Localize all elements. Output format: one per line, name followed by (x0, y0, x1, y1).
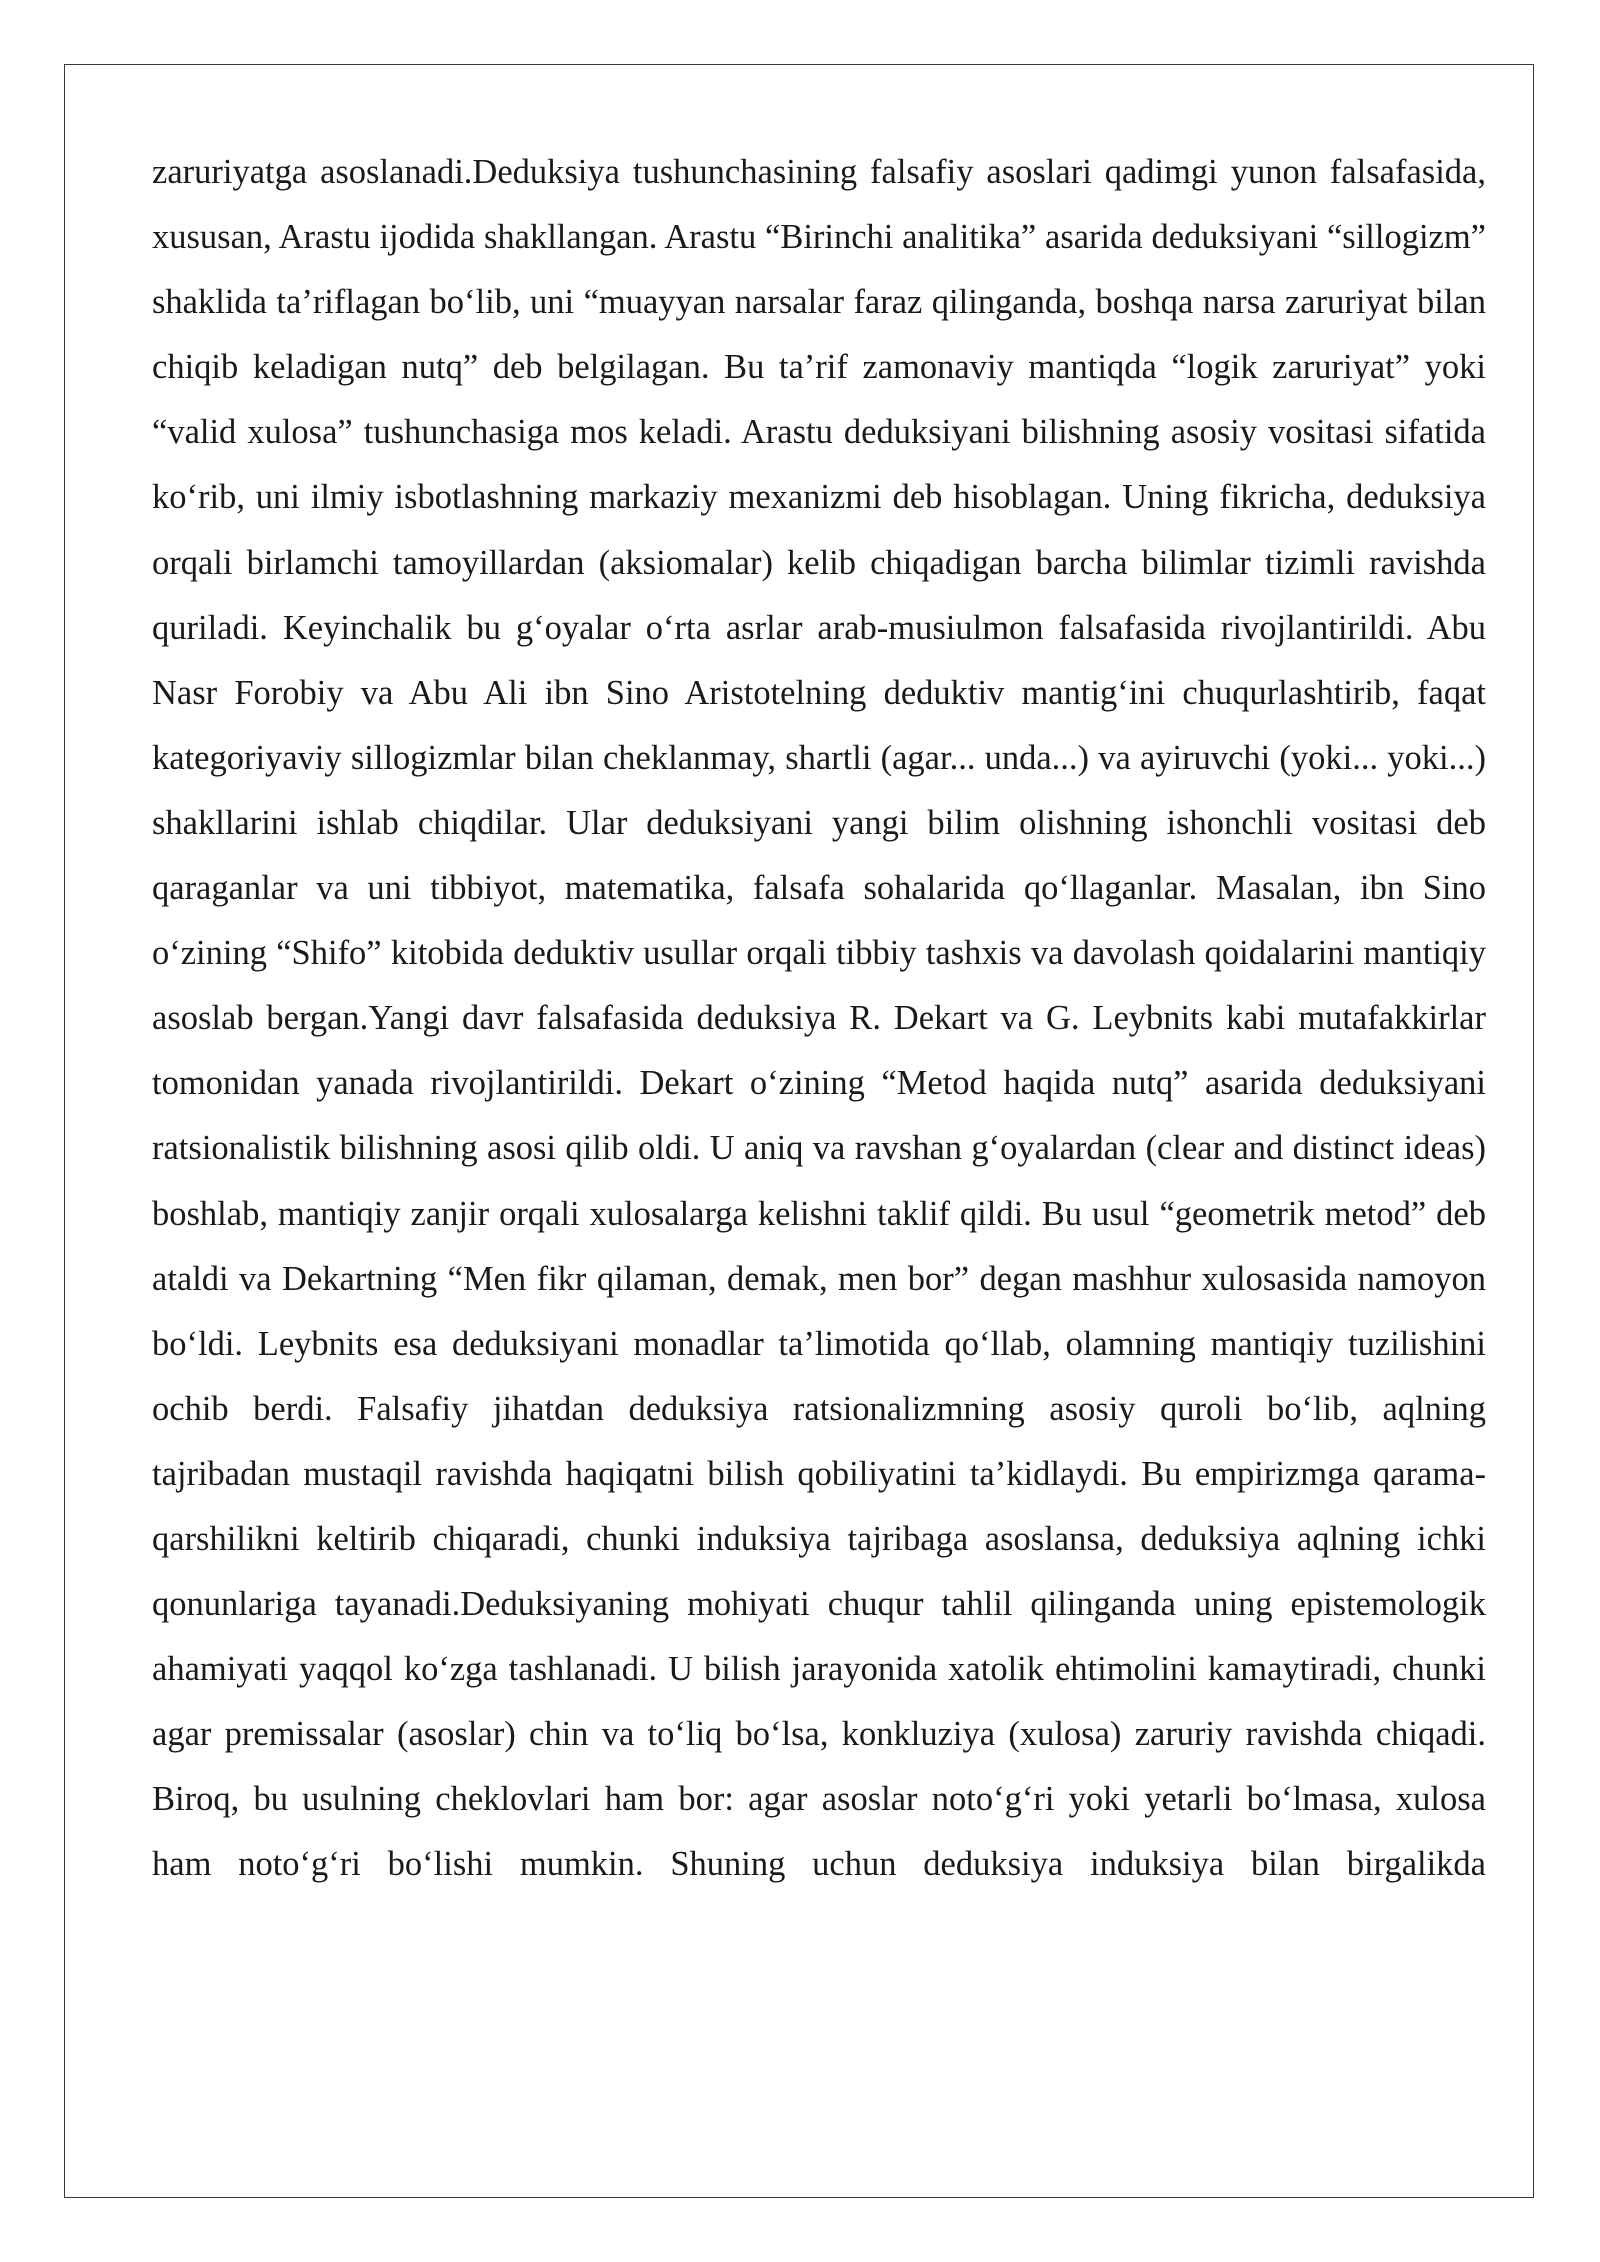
body-paragraph: zaruriyatga asoslanadi.Deduksiya tushunchasining falsafiy asoslari qadimgi yunon falsafasida, xususan, Arastu ijodida shakllangan. Arastu “Birinchi analitika” asarida deduksiyani “sillogizm” shaklida ta’riflagan bo‘lib, uni “muayyan narsalar faraz qilinganda, boshqa narsa zaruriyat bilan chiqib keladigan nutq” deb belgilagan. Bu ta’rif zamonaviy mantiqda “logik zaruriyat” yoki “valid xulosa” tushunchasiga mos keladi. Arastu deduksiyani bilishning asosiy vositasi sifatida ko‘rib, uni ilmiy isbotlashning markaziy mexanizmi deb hisoblagan. Uning fikricha, deduksiya orqali birlamchi tamoyillardan (aksiomalar) kelib chiqadigan barcha bilimlar tizimli ravishda quriladi. Keyinchalik bu g‘oyalar o‘rta asrlar arab-musiulmon falsafasida rivojlantirildi. Abu Nasr Forobiy va Abu Ali ibn Sino Aristotelning deduktiv mantig‘ini chuqurlashtirib, faqat kategoriyaviy sillogizmlar bilan cheklanmay, shartli (agar... unda...) va ayiruvchi (yoki... yoki...) shakllarini ishlab chiqdilar. Ular deduksiyani yangi bilim olishning ishonchli vositasi deb qaraganlar va uni tibbiyot, matematika, falsafa sohalarida qo‘llaganlar. Masalan, ibn Sino o‘zining “Shifo” kitobida deduktiv usullar orqali tibbiy tashxis va davolash qoidalarini mantiqiy asoslab bergan.Yangi davr falsafasida deduksiya R. Dekart va G. Leybnits kabi mutafakkirlar tomonidan yanada rivojlantirildi. Dekart o‘zining “Metod haqida nutq” asarida deduksiyani ratsionalistik bilishning asosi qilib oldi. U aniq va ravshan g‘oyalardan (clear and distinct ideas) boshlab, mantiqiy zanjir orqali xulosalarga kelishni taklif qildi. Bu usul “geometrik metod” deb ataldi va Dekartning “Men fikr qilaman, demak, men bor” degan mashhur xulosasida namoyon bo‘ldi. Leybnits esa deduksiyani monadlar ta’limotida qo‘llab, olamning mantiqiy tuzilishini ochib berdi. Falsafiy jihatdan deduksiya ratsionalizmning asosiy quroli bo‘lib, aqlning tajribadan mustaqil ravishda haqiqatni bilish qobiliyatini ta’kidlaydi. Bu empirizmga qarama-qarshilikni keltirib chiqaradi, chunki induksiya tajribaga asoslansa, deduksiya aqlning ichki qonunlariga tayanadi.Deduksiyaning mohiyati chuqur tahlil qilinganda uning epistemologik ahamiyati yaqqol ko‘zga tashlanadi. U bilish jarayonida xatolik ehtimolini kamaytiradi, chunki agar premissalar (asoslar) chin va to‘liq bo‘lsa, konkluziya (xulosa) zaruriy ravishda chiqadi. Biroq, bu usulning cheklovlari ham bor: agar asoslar noto‘g‘ri yoki yetarli bo‘lmasa, xulosa ham noto‘g‘ri bo‘lishi mumkin. Shuning uchun deduksiya induksiya bilan birgalikda (152, 153, 1486, 1884)
